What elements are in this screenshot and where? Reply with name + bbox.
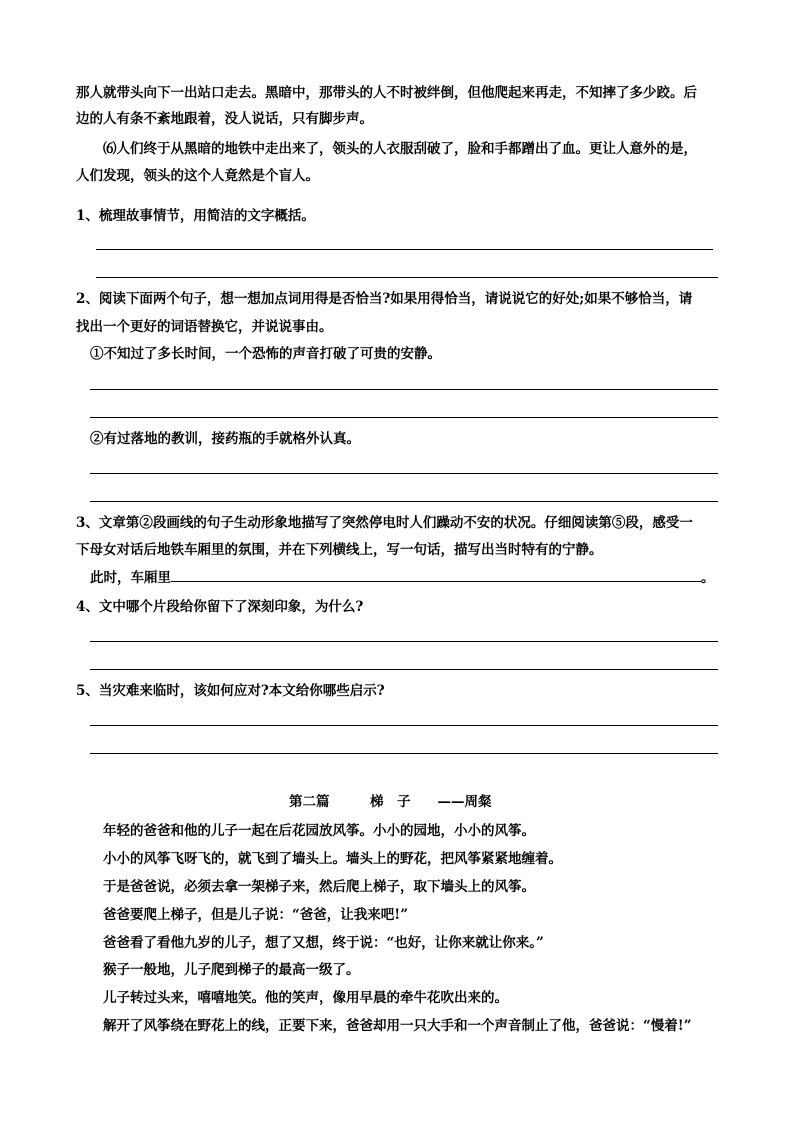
story2-heading: 第二篇 梯 子 ——周粲 [289, 794, 492, 810]
question-3-fill-in [90, 572, 715, 586]
question-4: 4、文中哪个片段给你留下了深刻印象，为什么? [76, 599, 364, 615]
answer-line [90, 753, 718, 754]
answer-line [90, 725, 718, 726]
answer-line [90, 669, 718, 670]
answer-line [90, 417, 718, 418]
question-2-sentence-2: ②有过落地的教训，接药瓶的手就格外认真。 [90, 431, 360, 447]
fill-in-suffix: 。 [701, 570, 715, 586]
story2-line: 猴子一般地，儿子爬到梯子的最高一级了。 [103, 962, 360, 978]
story2-line: 爸爸要爬上梯子，但是儿子说：“爸爸，让我来吧!” [103, 907, 408, 923]
story1-paragraph6-line: 人们发现，领头的这个人竟然是个盲人。 [76, 168, 319, 184]
question-3-line: 3、文章第②段画线的句子生动形象地描写了突然停电时人们躁动不安的状况。仔细阅读第⑤段，感受一 [76, 515, 693, 531]
question-2-line: 找出一个更好的词语替换它，并说说事由。 [76, 319, 333, 335]
question-2-sentence-1: ①不知过了多长时间，一个恐怖的声音打破了可贵的安静。 [90, 346, 441, 362]
question-3-line: 下母女对话后地铁车厢里的氛围，并在下列横线上，写一句话，描写出当时特有的宁静。 [76, 542, 603, 558]
story2-line: 爸爸看了看他九岁的儿子，想了又想，终于说：“也好，让你来就让你来。” [103, 935, 544, 951]
story2-line: 小小的风筝飞呀飞的，就飞到了墙头上。墙头上的野花，把风筝紧紧地缠着。 [103, 851, 562, 867]
answer-line [96, 249, 713, 250]
fill-in-prefix: 此时，车厢里 [90, 570, 171, 586]
answer-line [90, 473, 718, 474]
question-1: 1、梳理故事情节，用简洁的文字概括。 [76, 208, 315, 224]
story1-paragraph-line: 边的人有条不紊地跟着，没人说话，只有脚步声。 [76, 111, 373, 127]
answer-line [96, 277, 718, 278]
story2-line: 于是爸爸说，必须去拿一架梯子来，然后爬上梯子，取下墙头上的风筝。 [103, 879, 535, 895]
story1-paragraph-line: 那人就带头向下一出站口走去。黑暗中，那带头的人不时被绊倒，但他爬起来再走，不知摔了多少跤。后 [76, 85, 697, 101]
story2-line: 年轻的爸爸和他的儿子一起在后花园放风筝。小小的园地，小小的风筝。 [103, 823, 535, 839]
story2-line: 儿子转过头来，嘻嘻地笑。他的笑声，像用早晨的牵牛花吹出来的。 [103, 990, 508, 1006]
answer-line [90, 501, 718, 502]
question-5: 5、当灾难来临时，该如何应对?本文给你哪些启示? [76, 683, 385, 699]
question-2-line: 2、阅读下面两个句子，想一想加点词用得是否恰当?如果用得恰当，请说说它的好处;如果不够恰当，请 [76, 291, 693, 307]
story2-line: 解开了风筝绕在野花上的线，正要下来，爸爸却用一只大手和一个声音制止了他，爸爸说：“慢着!” [103, 1018, 692, 1034]
fill-in-blank[interactable] [171, 580, 701, 582]
answer-line [90, 389, 718, 390]
answer-line [90, 641, 718, 642]
story1-paragraph6-line: ⑹人们终于从黑暗的地铁中走出来了，领头的人衣服刮破了，脸和手都蹭出了血。更让人意外的是， [103, 141, 697, 157]
